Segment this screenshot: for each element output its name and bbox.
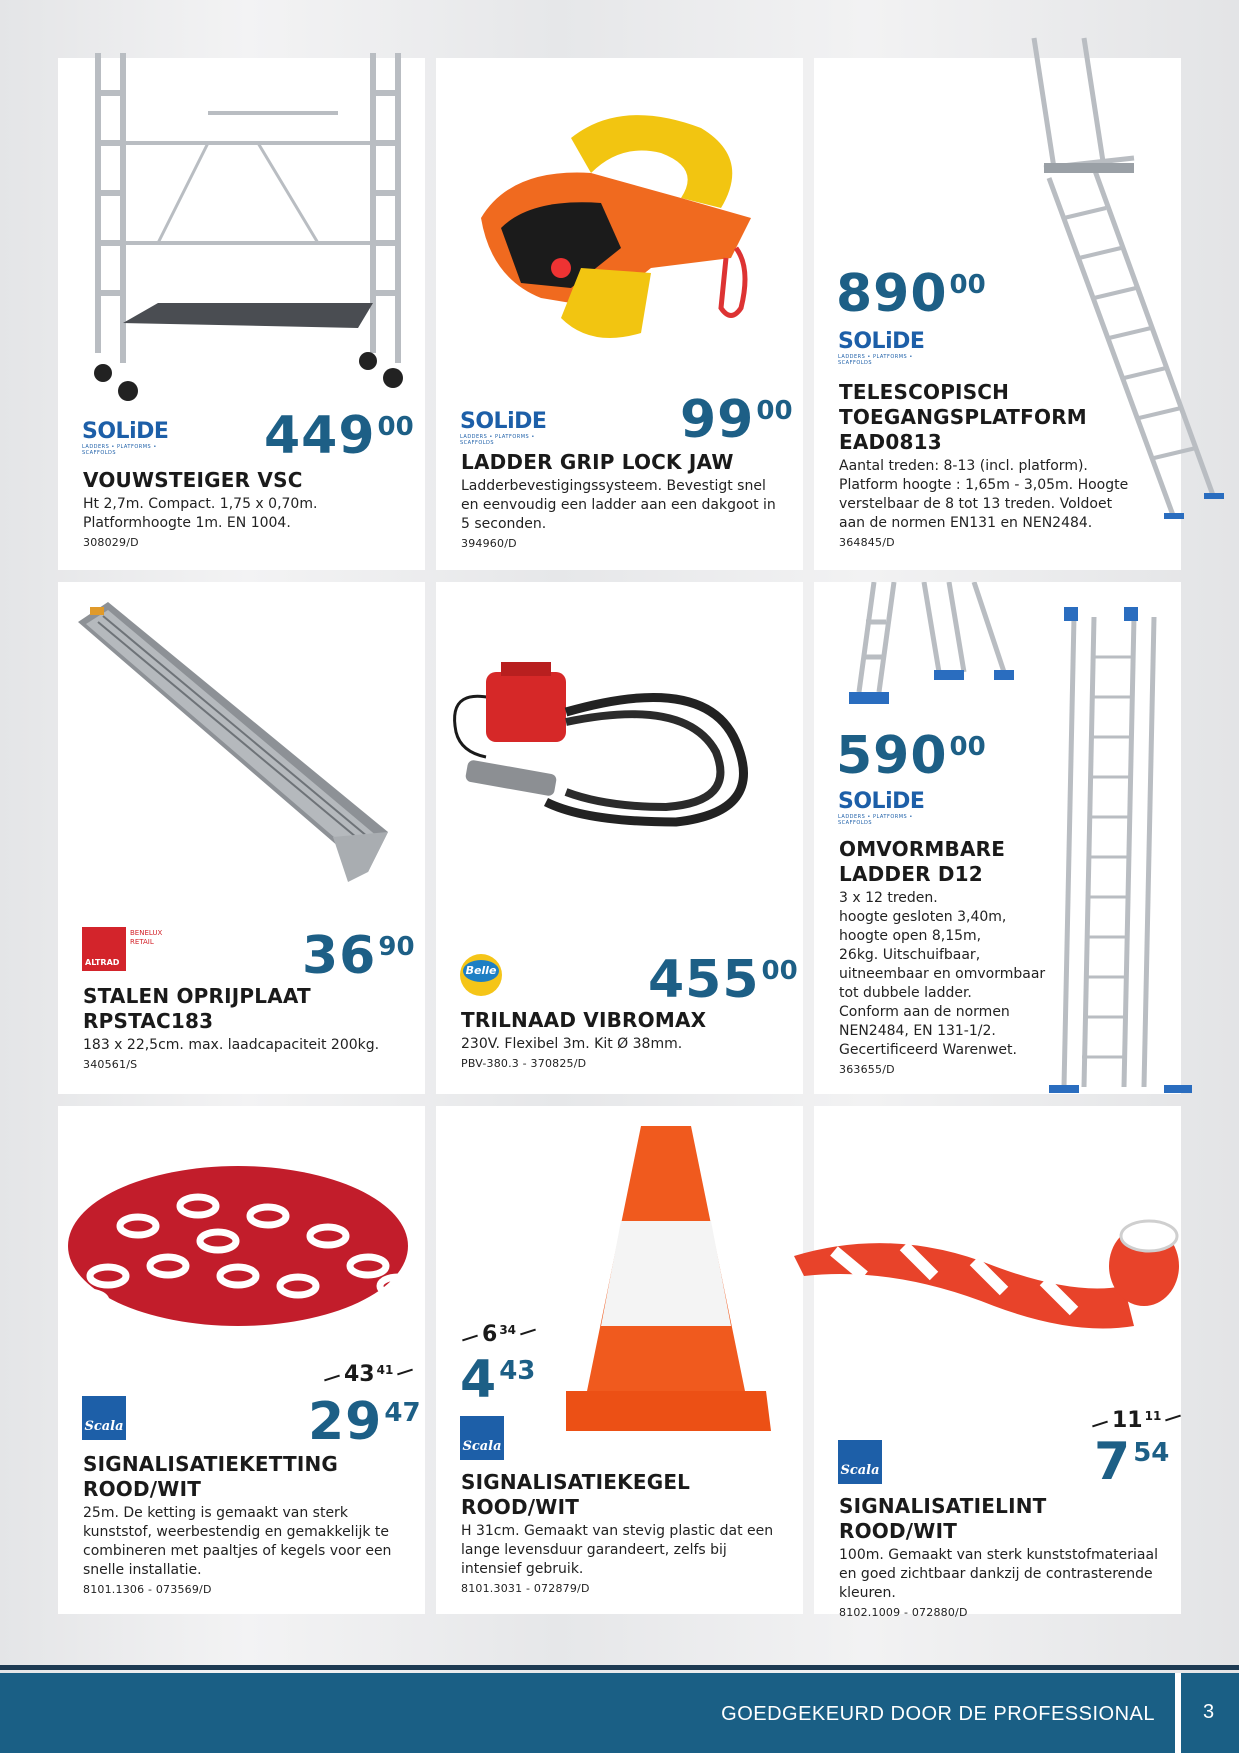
price: $455^{00}$ bbox=[648, 950, 798, 1010]
solide-logo: SOLiDE LADDERS • PLATFORMS • SCAFFOLDS bbox=[838, 789, 925, 826]
product-info bbox=[83, 984, 405, 1071]
page-number-box bbox=[1181, 1673, 1239, 1753]
product-title-line1: TELESCOPISCH bbox=[839, 380, 1010, 404]
description-line: hoogte gesloten 3,40m, bbox=[839, 909, 1007, 925]
product-title: TRILNAAD VIBROMAX bbox=[461, 1008, 707, 1032]
product-code: 394960/D bbox=[461, 537, 517, 550]
product-code: PBV-380.3 - 370825/D bbox=[461, 1057, 587, 1070]
product-description: 25m. De ketting is gemaakt van sterk kunststof, weerbestendig en gemakkelijk te combineren met paaltjes of kegels voor een snelle installatie. bbox=[83, 1505, 392, 1578]
old-price: 11 $^{11}$ bbox=[1112, 1408, 1162, 1433]
ladder-top-image bbox=[834, 582, 1014, 722]
product-description: Ladderbevestigingssysteem. Bevestigt snel en eenvoudig een ladder aan een dakgoot in 5 seconden. bbox=[461, 478, 776, 532]
scaffold-image bbox=[68, 33, 428, 433]
product-title-line3: EAD0813 bbox=[839, 430, 942, 454]
product-title-line1: OMVORMBARE bbox=[839, 837, 1006, 861]
product-title: VOUWSTEIGER VSC bbox=[83, 468, 303, 492]
product-code: 8101.3031 - 072879/D bbox=[461, 1582, 590, 1595]
solide-logo: SOLiDE LADDERS • PLATFORMS • SCAFFOLDS bbox=[838, 329, 925, 366]
product-title-line2: ROOD/WIT bbox=[83, 1477, 202, 1501]
altrad-logo: ALTRAD BENELUX RETAIL bbox=[82, 927, 172, 971]
price: $36^{90}$ bbox=[302, 926, 415, 986]
barrier-tape-image bbox=[794, 1206, 1194, 1336]
footer-rule bbox=[0, 1665, 1239, 1670]
scala-logo: Scala bbox=[82, 1396, 126, 1440]
product-code: 8102.1009 - 072880/D bbox=[839, 1606, 968, 1619]
product-info bbox=[83, 1452, 405, 1596]
product-code: 308029/D bbox=[83, 536, 139, 549]
product-info bbox=[461, 1008, 783, 1070]
product-title-line2: LADDER D12 bbox=[839, 862, 983, 886]
product-title: LADDER GRIP LOCK JAW bbox=[461, 450, 734, 474]
product-description: H 31cm. Gemaakt van stevig plastic dat een lange levensduur garandeert, zelfs bij intensief gebruik. bbox=[461, 1523, 774, 1577]
footer-slogan: GOEDGEKEURD DOOR DE PROFESSIONAL bbox=[721, 1703, 1155, 1725]
product-description: 230V. Flexibel 3m. Kit Ø 38mm. bbox=[461, 1036, 683, 1052]
description-line: uitneembaar en omvormbaar bbox=[839, 966, 1046, 982]
description-line: 3 x 12 treden. bbox=[839, 890, 938, 906]
old-price: 43 $^{41}$ bbox=[344, 1362, 394, 1387]
product-card-trilnaald[interactable] bbox=[436, 582, 803, 1094]
scala-logo: Scala bbox=[838, 1440, 882, 1484]
product-card-omvormbare-ladder[interactable] bbox=[814, 582, 1181, 1094]
product-title-line2: TOEGANGSPLATFORM bbox=[839, 405, 1087, 429]
product-description: Aantal treden: 8-13 (incl. platform). Platform hoogte : 1,65m - 3,05m. Hoogte verstelbaar de 8 tot 13 treden. Voldoet aan de normen EN131 en NEN2484. bbox=[839, 458, 1129, 531]
product-card-signalisatieketting[interactable] bbox=[58, 1106, 425, 1614]
price: $29^{47}$ bbox=[308, 1392, 421, 1452]
description-line: tot dubbele ladder. bbox=[839, 985, 972, 1001]
product-info bbox=[83, 468, 405, 549]
scala-logo: Scala bbox=[460, 1416, 504, 1460]
product-card-signalisatielint[interactable] bbox=[814, 1106, 1181, 1619]
product-title-line1: STALEN OPRIJPLAAT bbox=[83, 984, 311, 1008]
footer-bar bbox=[0, 1673, 1175, 1753]
product-title-line1: SIGNALISATIEKETTING bbox=[83, 1452, 339, 1476]
product-title-line2: ROOD/WIT bbox=[461, 1495, 580, 1519]
product-code: 364845/D bbox=[839, 536, 895, 549]
price: $890^{00}$ bbox=[836, 264, 986, 324]
price: $449^{00}$ bbox=[264, 406, 414, 466]
product-card-ladder-grip[interactable] bbox=[436, 58, 803, 570]
chain-image bbox=[48, 1136, 428, 1346]
product-description: Ht 2,7m. Compact. 1,75 x 0,70m. Platformhoogte 1m. EN 1004. bbox=[83, 496, 318, 531]
product-info bbox=[839, 1494, 1161, 1619]
description-line: Gecertificeerd Warenwet. bbox=[839, 1042, 1017, 1058]
product-card-oprijplaat[interactable] bbox=[58, 582, 425, 1094]
solide-logo: SOLiDE LADDERS • PLATFORMS • SCAFFOLDS bbox=[82, 419, 169, 456]
product-code: 8101.1306 - 073569/D bbox=[83, 1583, 212, 1596]
price: $590^{00}$ bbox=[836, 726, 986, 786]
steel-ramp-image bbox=[78, 602, 408, 892]
ladder-grip-image bbox=[451, 98, 781, 358]
solide-logo: SOLiDE LADDERS • PLATFORMS • SCAFFOLDS bbox=[460, 409, 547, 446]
product-title-line2: RPSTAC183 bbox=[83, 1009, 214, 1033]
product-info bbox=[461, 1470, 783, 1595]
page-number: 3 bbox=[1203, 1701, 1215, 1723]
traffic-cone-image bbox=[566, 1126, 786, 1446]
extension-ladder-image bbox=[1044, 597, 1194, 1107]
product-code: 340561/S bbox=[83, 1058, 138, 1071]
description-line: hoogte open 8,15m, bbox=[839, 928, 982, 944]
price: $7^{54}$ bbox=[1094, 1432, 1170, 1492]
description-line: Conform aan de normen bbox=[839, 1004, 1010, 1020]
product-card-signalisatiekegel[interactable] bbox=[436, 1106, 803, 1614]
description-line: NEN2484, EN 131-1/2. bbox=[839, 1023, 996, 1039]
belle-logo: Belle bbox=[460, 954, 502, 996]
product-description: 183 x 22,5cm. max. laadcapaciteit 200kg. bbox=[83, 1037, 380, 1053]
product-info bbox=[839, 380, 1161, 549]
product-info bbox=[461, 450, 783, 550]
product-title-line1: SIGNALISATIEKEGEL bbox=[461, 1470, 691, 1494]
product-title: SIGNALISATIELINT ROOD/WIT bbox=[839, 1494, 1047, 1543]
vibrator-image bbox=[406, 652, 806, 912]
product-info bbox=[839, 837, 1061, 1076]
product-card-vouwsteiger[interactable] bbox=[58, 58, 425, 570]
product-card-toegangsplatform[interactable] bbox=[814, 58, 1181, 570]
description-line: 26kg. Uitschuifbaar, bbox=[839, 947, 981, 963]
product-description: 100m. Gemaakt van sterk kunststofmateriaal en goed zichtbaar dankzij de contrasterende kleuren. bbox=[839, 1547, 1158, 1601]
product-description bbox=[839, 889, 1061, 1060]
product-code: 363655/D bbox=[839, 1063, 895, 1076]
price: $99^{00}$ bbox=[680, 390, 793, 450]
old-price: 6 $^{34}$ bbox=[482, 1322, 517, 1347]
price: $4^{43}$ bbox=[460, 1350, 536, 1410]
